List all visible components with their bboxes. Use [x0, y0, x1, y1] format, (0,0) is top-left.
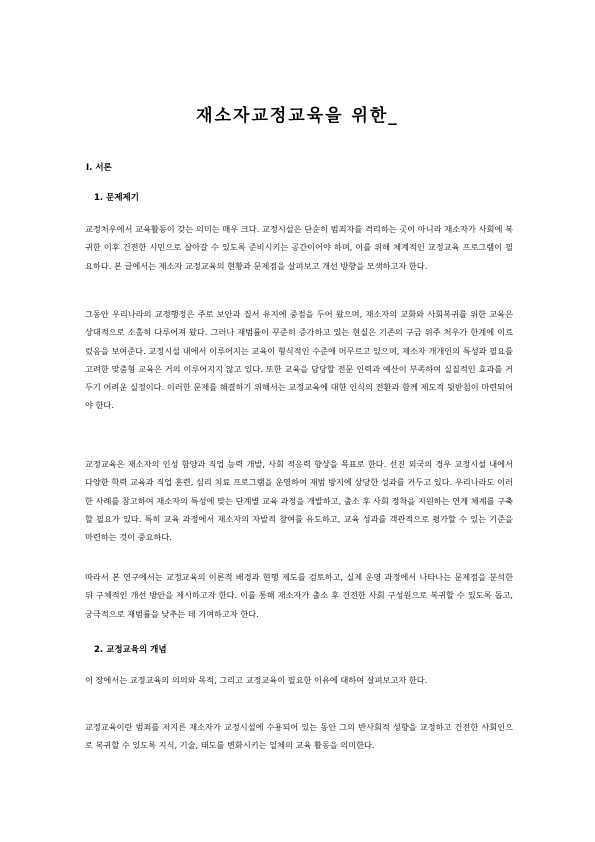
- body-paragraph: 교정교육이란 범죄를 저지른 재소자가 교정시설에 수용되어 있는 동안 그의 반사회적 성향을 교정하고 건전한 사회인으로 복귀할 수 있도록 지식, 기술, 태도를 변화시키는 일체의 교육 활동을 의미한다.: [85, 722, 513, 751]
- body-paragraph: 그동안 우리나라의 교정행정은 주로 보안과 질서 유지에 중점을 두어 왔으며, 재소자의 교화와 사회복귀를 위한 교육은 상대적으로 소홀히 다루어져 왔다. 그러나 재범률이 꾸준히 증가하고 있는 현실은 기존의 구금 위주 처우가 한계에 이르렀음을 보여준다. 교정시설 내에서 이루어지는 교육이 형식적인 수준에 머무르고 있으며, 재소자 개개인의 특성과 필요를 고려한 맞춤형 교육은 거의 이루어지지 않고 있다. 또한 교육을 담당할 전문 인력과 예산이 부족하여 실질적인 효과를 거두기 어려운 실정이다. 이러한 문제를 해결하기 위해서는 교정교육에 대한 인식의 전환과 함께 제도적 뒷받침이 마련되어야 한다.: [85, 309, 513, 411]
- section-heading: Ⅰ. 서론: [86, 163, 112, 173]
- body-paragraph: 교정처우에서 교육활동이 갖는 의미는 매우 크다. 교정시설은 단순히 범죄자를 격리하는 곳이 아니라 재소자가 사회에 복귀한 이후 건전한 시민으로 살아갈 수 있도록 준비시키는 공간이어야 하며, 이를 위해 체계적인 교정교육 프로그램이 필요하다. 본 글에서는 재소자 교정교육의 현황과 문제점을 살펴보고 개선 방향을 모색하고자 한다.: [85, 224, 513, 271]
- body-paragraph: 이 장에서는 교정교육의 의의와 목적, 그리고 교정교육이 필요한 이유에 대하여 살펴보고자 한다.: [85, 675, 428, 685]
- subsection-heading: 2. 교정교육의 개념: [94, 645, 167, 655]
- document-title: 재소자교정교육을 위한_: [196, 106, 399, 126]
- subsection-heading: 1. 문제제기: [94, 193, 139, 203]
- body-paragraph: 따라서 본 연구에서는 교정교육의 이론적 배경과 현행 제도를 검토하고, 실제 운영 과정에서 나타나는 문제점을 분석한 뒤 구체적인 개선 방안을 제시하고자 한다. 이를 통해 재소자가 출소 후 건전한 사회 구성원으로 복귀할 수 있도록 돕고, 궁극적으로 재범률을 낮추는 데 기여하고자 한다.: [85, 572, 513, 619]
- body-paragraph: 교정교육은 재소자의 인성 함양과 직업 능력 개발, 사회 적응력 향상을 목표로 한다. 선진 외국의 경우 교정시설 내에서 다양한 학력 교육과 직업 훈련, 심리 치료 프로그램을 운영하여 재범 방지에 상당한 성과를 거두고 있다. 우리나라도 이러한 사례를 참고하여 재소자의 특성에 맞는 단계별 교육 과정을 개발하고, 출소 후 사회 정착을 지원하는 연계 체계를 구축할 필요가 있다. 특히 교육 과정에서 재소자의 자발적 참여를 유도하고, 교육 성과를 객관적으로 평가할 수 있는 기준을 마련하는 것이 중요하다.: [85, 459, 513, 543]
